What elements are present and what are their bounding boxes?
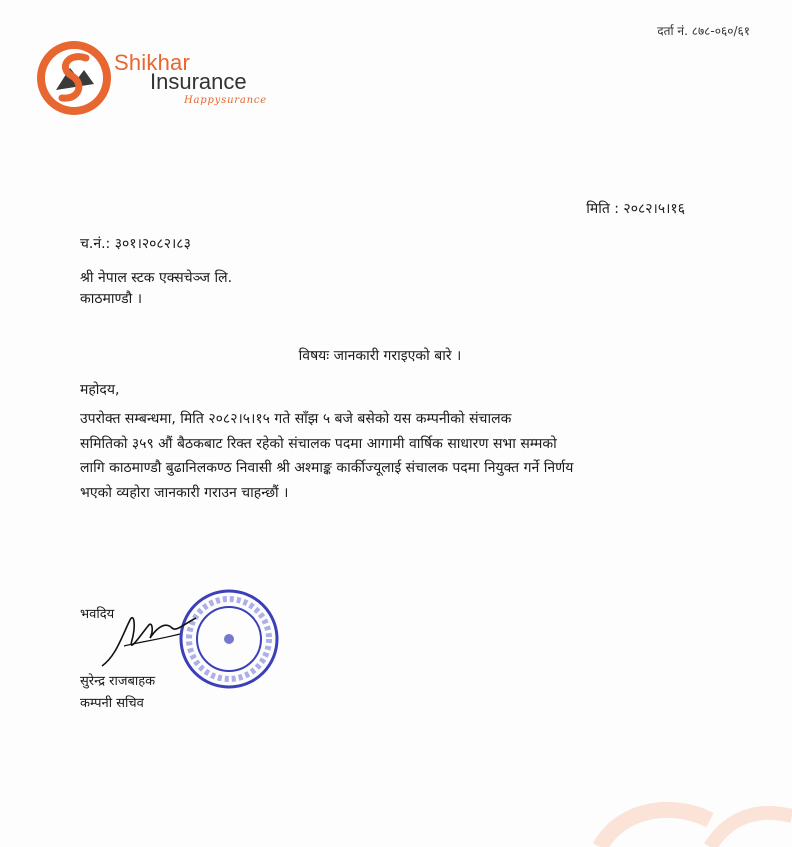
signature-icon — [96, 606, 206, 676]
brand-name-insurance: Insurance — [150, 69, 247, 94]
company-logo — [34, 38, 274, 118]
reference-number: च.नं.: ३०१।२०८२।८३ — [80, 236, 191, 252]
closing: भवदिय — [80, 607, 115, 622]
letter-subject: विषयः जानकारी गराइएको बारे । — [298, 348, 462, 364]
brand-tagline: Happysurance — [184, 95, 268, 106]
watermark-logo — [560, 790, 792, 847]
recipient-line: काठमाण्डौ । — [80, 291, 143, 307]
recipient-line: श्री नेपाल स्टक एक्सचेञ्ज लि. — [80, 270, 233, 286]
letter-body — [80, 407, 686, 505]
salutation: महोदय, — [80, 382, 120, 398]
signer-block — [80, 671, 155, 715]
brand-name-shikhar: Shikhar — [114, 50, 190, 75]
body-line: भएको व्यहोरा जानकारी गराउन चाहन्छौं । — [80, 484, 289, 501]
body-line: समितिको ३५९ औं बैठकबाट रिक्त रहेको संचालक पदमा आगामी वार्षिक साधारण सभा सम्मको — [80, 435, 557, 452]
registration-number: दर्ता नं. ८७८-०६०/६१ — [657, 24, 750, 38]
letter-date: मिति : २०८२।५।१६ — [586, 201, 685, 217]
body-line: लागि काठमाण्डौ बुढानिलकण्ठ निवासी श्री अश्माङ्क कार्कीज्यूलाई संचालक पदमा नियुक्त गर्ने निर्णय — [80, 460, 574, 476]
body-line: उपरोक्त सम्बन्धमा, मिति २०८२।५।१५ गते साँझ ५ बजे बसेको यस कम्पनीको संचालक — [80, 411, 512, 427]
recipient-address — [80, 268, 232, 310]
company-logo-icon — [34, 38, 114, 118]
signer-title: कम्पनी सचिव — [80, 696, 144, 711]
signer-name: सुरेन्द्र राजबाहक — [80, 674, 156, 689]
